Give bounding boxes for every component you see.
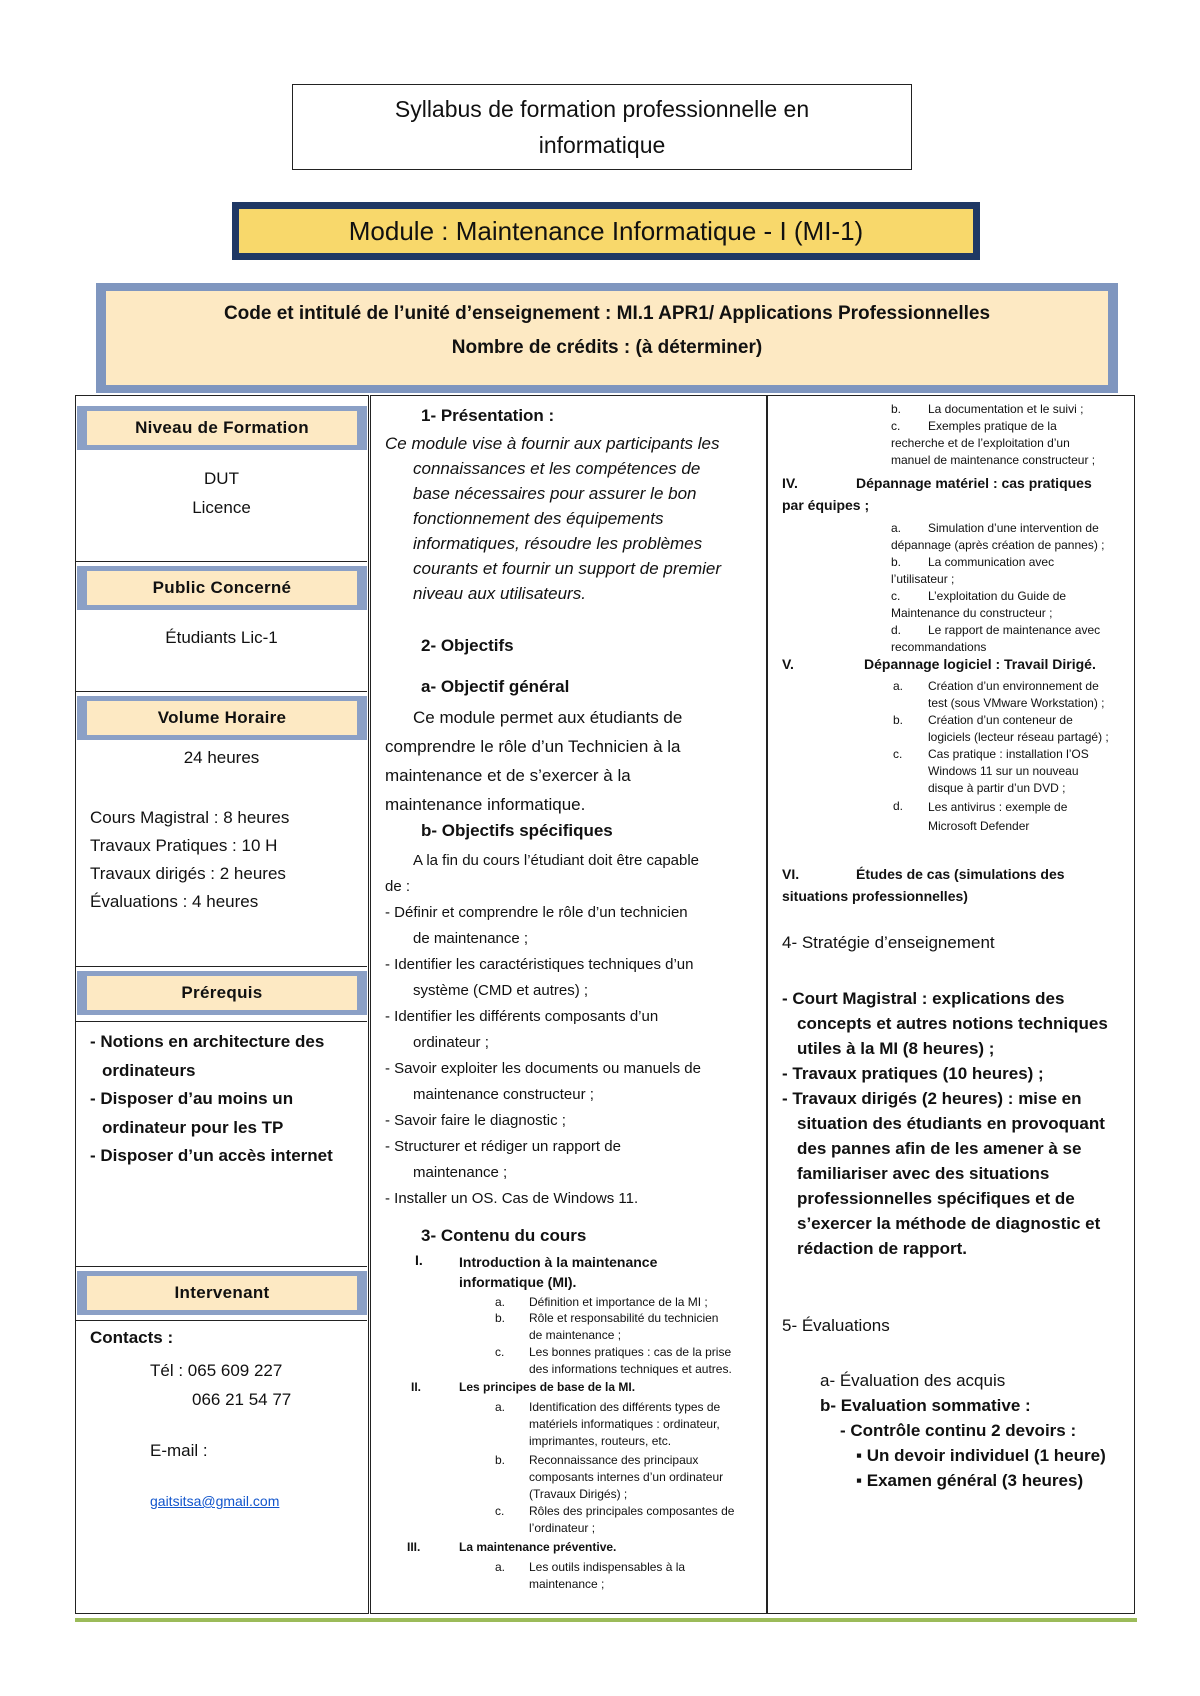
pres-line: informatiques, résoudre les problèmes: [413, 534, 703, 553]
evaluations-list: [820, 1368, 1130, 1493]
r5-a-line: test (sous VMware Workstation) ;: [928, 696, 1105, 710]
divider: [76, 561, 367, 562]
r4-d-line: Le rapport de maintenance avec: [928, 623, 1101, 637]
niveau-dut: DUT: [204, 469, 239, 488]
title-line-1: Syllabus de formation professionnelle en: [394, 96, 810, 122]
spec-item: - Structurer et rédiger un rapport de: [385, 1138, 621, 1155]
obj-gen-line: maintenance et de s’exercer à la: [385, 766, 631, 785]
r5-a-line: Création d’un environnement de: [928, 679, 1099, 693]
spec-item: - Installer un OS. Cas de Windows 11.: [385, 1190, 639, 1207]
volume-breakdown: [90, 804, 381, 916]
title-line-2: informatique: [538, 132, 666, 158]
c1-item-a: Définition et importance de la MI ;: [529, 1295, 708, 1309]
module-banner: [232, 202, 980, 260]
r4-item-a: [891, 520, 1131, 554]
section-prereq-header: [77, 971, 367, 1015]
r5-item-d: [928, 798, 1133, 836]
unit-code-inner: [106, 291, 1108, 385]
spec-item-cont: maintenance ;: [413, 1164, 508, 1181]
r5-title: Dépannage logiciel : Travail Dirigé.: [864, 656, 1096, 672]
r4-title-a: Dépannage matériel : cas pratiques: [856, 475, 1092, 491]
r6-title-b: situations professionnelles): [782, 888, 968, 904]
r5-c-line: disque à partir d’un DVD ;: [928, 781, 1066, 795]
middle-column: [370, 395, 767, 1614]
r5-b-line: logiciels (lecteur réseau partagé) ;: [928, 730, 1109, 744]
r4-b-line: l’utilisateur ;: [891, 572, 955, 586]
pres-line: Ce module vise à fournir aux participants les: [385, 434, 720, 453]
objectif-general-text: [385, 703, 765, 819]
volume-eval: Évaluations : 4 heures: [90, 892, 259, 911]
r5-d-line: Microsoft Defender: [928, 819, 1030, 833]
r4-b-line: La communication avec: [928, 555, 1055, 569]
c1-item-c: [529, 1344, 764, 1378]
r4-letter-b: b.: [891, 555, 902, 569]
objectifs-specifiques-list: [385, 900, 765, 1212]
c1-b-line: Rôle et responsabilité du technicien: [529, 1311, 719, 1325]
c2-a-line: imprimantes, routeurs, etc.: [529, 1434, 672, 1448]
presentation-text: [385, 431, 765, 606]
r4-num: IV.: [782, 475, 798, 491]
c3-item-a: [529, 1559, 764, 1593]
r4-a-line: Simulation d’une intervention de: [928, 521, 1099, 535]
c2-b-line: composants internes d’un ordinateur: [529, 1470, 724, 1484]
objectif-general-heading: a- Objectif général: [421, 677, 570, 696]
pres-line: base nécessaires pour assurer le bon: [413, 484, 697, 503]
c3-letter-a: a.: [495, 1560, 506, 1574]
divider: [76, 1320, 367, 1321]
c1-b-line: de maintenance ;: [529, 1328, 622, 1342]
prereq-2b: ordinateur pour les TP: [102, 1117, 284, 1137]
strat-line: situation des étudiants en provoquant: [797, 1114, 1105, 1133]
c3-a-line: maintenance ;: [529, 1577, 605, 1591]
r4-c-line: Maintenance du constructeur ;: [891, 606, 1053, 620]
divider: [76, 691, 367, 692]
strat-line: professionnelles spécifiques et de: [797, 1189, 1075, 1208]
spec-item-cont: maintenance constructeur ;: [413, 1086, 594, 1103]
obj-gen-line: Ce module permet aux étudiants de: [413, 708, 683, 727]
r5-d-line: Les antivirus : exemple de: [928, 800, 1068, 814]
strat-line: concepts et autres notions techniques: [797, 1014, 1108, 1033]
r4-a-line: dépannage (après création de pannes) ;: [891, 538, 1105, 552]
email-link[interactable]: gaitsitsa@gmail.com: [150, 1493, 280, 1509]
r4-item-c: [891, 588, 1131, 622]
obj-spec-intro: A la fin du cours l’étudiant doit être capable: [413, 852, 700, 869]
strat-line: s’exercer la méthode de diagnostic et: [797, 1214, 1101, 1233]
phone-2: 066 21 54 77: [192, 1390, 292, 1409]
obj-spec-intro: de :: [385, 878, 411, 895]
r4-c-line: L’exploitation du Guide de: [928, 589, 1067, 603]
c2-letter-c: c.: [495, 1504, 505, 1518]
contenu-i-title: [459, 1252, 759, 1292]
r5-letter-a: a.: [893, 679, 904, 693]
prereq-2a: - Disposer d’au moins un: [90, 1089, 294, 1108]
spec-item-cont: système (CMD et autres) ;: [413, 982, 589, 999]
objectifs-specifiques-intro: [385, 848, 765, 900]
c2-letter-a: a.: [495, 1400, 506, 1414]
strat-line: - Travaux pratiques (10 heures) ;: [782, 1064, 1044, 1083]
c2-a-line: Identification des différents types de: [529, 1400, 721, 1414]
r5-item-c: [928, 746, 1133, 797]
section-volume-header: [77, 696, 367, 740]
divider: [76, 1266, 367, 1267]
volume-td: Travaux dirigés : 2 heures: [90, 864, 286, 883]
spec-item: - Identifier les caractéristiques techniques d’un: [385, 956, 694, 973]
r4-item-d: [891, 622, 1131, 656]
c2-b-line: (Travaux Dirigés) ;: [529, 1487, 628, 1501]
c2-item-c: [529, 1503, 764, 1537]
r5-c-line: Windows 11 sur un nouveau: [928, 764, 1079, 778]
r4-letter-a: a.: [891, 521, 902, 535]
strat-line: - Court Magistral : explications des: [782, 989, 1065, 1008]
r4-title-b: par équipes ;: [782, 497, 870, 513]
c1-title-line: Introduction à la maintenance: [459, 1254, 658, 1270]
r3-c-line: recherche et de l’exploitation d’un: [891, 436, 1070, 450]
divider: [76, 1021, 367, 1022]
niveau-licence: Licence: [192, 498, 251, 517]
pres-line: courants et fournir un support de premier: [413, 559, 722, 578]
prereq-1b: ordinateurs: [102, 1060, 196, 1080]
r4-item-b: [891, 554, 1131, 588]
section-public-header: [77, 566, 367, 610]
pres-line: niveau aux utilisateurs.: [413, 584, 586, 603]
niveau-values: [76, 464, 367, 522]
r3-item-c: [891, 418, 1131, 469]
c1-item-b: [529, 1310, 764, 1344]
r5-letter-c: c.: [893, 747, 903, 761]
pres-line: connaissances et les compétences de: [413, 459, 701, 478]
c1-letter-b: b.: [495, 1311, 506, 1325]
credits-line: Nombre de crédits : (à déterminer): [451, 337, 763, 358]
r4-d-line: recommandations: [891, 640, 987, 654]
niveau-title: Niveau de Formation: [87, 411, 357, 445]
prereq-1a: - Notions en architecture des: [90, 1032, 325, 1051]
c2-item-a: [529, 1399, 764, 1450]
module-title: Module : Maintenance Informatique - I (MI-1): [239, 209, 973, 253]
email-label: E-mail :: [150, 1441, 208, 1460]
strat-line: rédaction de rapport.: [797, 1239, 968, 1258]
document-title: [292, 84, 912, 170]
intervenant-title: Intervenant: [87, 1276, 357, 1310]
r6-title-a: Études de cas (simulations des: [856, 866, 1065, 882]
footer-rule: [75, 1618, 1137, 1622]
presentation-heading: 1- Présentation :: [421, 406, 555, 425]
public-value: Étudiants Lic-1: [165, 628, 278, 647]
left-column: [75, 395, 369, 1614]
c1-letter-c: c.: [495, 1345, 505, 1359]
r3-c-line: Exemples pratique de la: [928, 419, 1057, 433]
prereq-3: - Disposer d’un accès internet: [90, 1146, 333, 1165]
c1-title-line: informatique (MI).: [459, 1274, 577, 1290]
right-column: [767, 395, 1135, 1614]
objectifs-specifiques-heading: b- Objectifs spécifiques: [421, 821, 613, 840]
c3-a-line: Les outils indispensables à la: [529, 1560, 686, 1574]
unit-code-banner: [96, 283, 1118, 393]
c2-c-line: Rôles des principales composantes de: [529, 1504, 735, 1518]
r6-num: VI.: [782, 866, 800, 882]
strat-line: - Travaux dirigés (2 heures) : mise en: [782, 1089, 1082, 1108]
eval-line: - Contrôle continu 2 devoirs :: [840, 1421, 1077, 1440]
phone-1: Tél : 065 609 227: [150, 1361, 283, 1380]
spec-item-cont: de maintenance ;: [413, 930, 529, 947]
pres-line: fonctionnement des équipements: [413, 509, 664, 528]
spec-item: - Savoir exploiter les documents ou manuels de: [385, 1060, 701, 1077]
public-title: Public Concerné: [87, 571, 357, 605]
contenu-ii-num: II.: [411, 1380, 422, 1394]
contenu-iii-num: III.: [407, 1540, 421, 1554]
r5-letter-d: d.: [893, 799, 904, 813]
r3-item-b: La documentation et le suivi ;: [928, 402, 1084, 416]
strategie-heading: 4- Stratégie d’enseignement: [782, 933, 995, 952]
prereq-list: [90, 1028, 360, 1171]
c1-c-line: des informations techniques et autres.: [529, 1362, 732, 1376]
strat-line: des pannes afin de les amener à se: [797, 1139, 1082, 1158]
eval-line: b- Evaluation sommative :: [820, 1396, 1031, 1415]
strat-line: familiariser avec des situations: [797, 1164, 1050, 1183]
strat-line: utiles à la MI (8 heures) ;: [797, 1039, 995, 1058]
c2-item-b: [529, 1452, 764, 1503]
r3-c-line: manuel de maintenance constructeur ;: [891, 453, 1096, 467]
contacts-label: Contacts :: [90, 1328, 174, 1347]
volume-total: 24 heures: [183, 748, 260, 767]
contenu-heading: 3- Contenu du cours: [421, 1226, 587, 1245]
r5-num: V.: [782, 656, 794, 672]
c2-a-line: matériels informatiques : ordinateur,: [529, 1417, 720, 1431]
objectifs-heading: 2- Objectifs: [421, 636, 514, 655]
eval-line: a- Évaluation des acquis: [820, 1371, 1006, 1390]
r4-letter-c: c.: [891, 589, 901, 603]
obj-gen-line: maintenance informatique.: [385, 795, 586, 814]
volume-tp: Travaux Pratiques : 10 H: [90, 836, 278, 855]
c1-c-line: Les bonnes pratiques : cas de la prise: [529, 1345, 732, 1359]
evaluations-heading: 5- Évaluations: [782, 1316, 890, 1335]
unit-code-line: Code et intitulé de l’unité d’enseignement : MI.1 APR1/ Applications Professionnelles: [223, 303, 991, 324]
c2-b-line: Reconnaissance des principaux: [529, 1453, 699, 1467]
obj-gen-line: comprendre le rôle d’un Technicien à la: [385, 737, 681, 756]
divider: [76, 966, 367, 967]
eval-line: ▪ Un devoir individuel (1 heure): [856, 1446, 1106, 1465]
r5-item-b: [928, 712, 1133, 746]
c2-c-line: l’ordinateur ;: [529, 1521, 596, 1535]
eval-line: ▪ Examen général (3 heures): [856, 1471, 1084, 1490]
r3-letter-c: c.: [891, 419, 901, 433]
r5-letter-b: b.: [893, 713, 904, 727]
contenu-iii-title: La maintenance préventive.: [459, 1540, 617, 1554]
contenu-i-num: I.: [415, 1252, 423, 1268]
c2-letter-b: b.: [495, 1453, 506, 1467]
prereq-title: Prérequis: [87, 976, 357, 1010]
r3-letter-b: b.: [891, 402, 902, 416]
volume-title: Volume Horaire: [87, 701, 357, 735]
r5-item-a: [928, 678, 1133, 712]
spec-item: - Savoir faire le diagnostic ;: [385, 1112, 566, 1129]
spec-item-cont: ordinateur ;: [413, 1034, 489, 1051]
section-intervenant-header: [77, 1271, 367, 1315]
r5-b-line: Création d’un conteneur de: [928, 713, 1073, 727]
spec-item: - Définir et comprendre le rôle d’un technicien: [385, 904, 688, 921]
section-niveau-header: [77, 406, 367, 450]
r4-letter-d: d.: [891, 623, 902, 637]
volume-cm: Cours Magistral : 8 heures: [90, 808, 290, 827]
spec-item: - Identifier les différents composants d’un: [385, 1008, 659, 1025]
c1-letter-a: a.: [495, 1295, 506, 1309]
r5-c-line: Cas pratique : installation l’OS: [928, 747, 1089, 761]
strategie-list: [782, 986, 1127, 1261]
contenu-ii-title: Les principes de base de la MI.: [459, 1380, 636, 1394]
